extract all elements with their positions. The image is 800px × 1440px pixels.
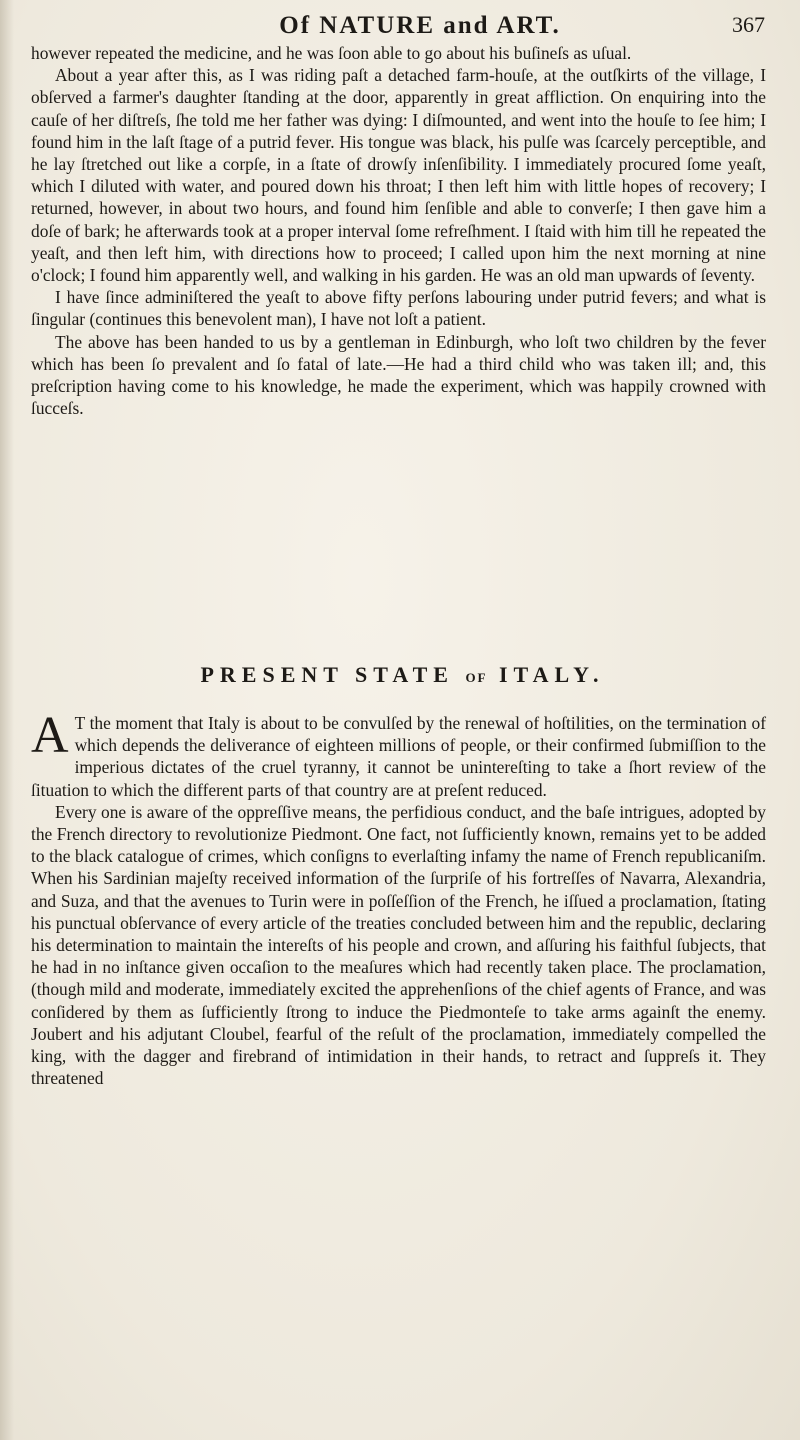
page-gutter-shadow [0,0,14,1440]
paragraph: About a year after this, as I was riding paſt a detached farm-houſe, at the outſkirts of the village, I obſerved a farmer's daughter ſtanding at the door, apparently in great affliction. On enquiring into the cauſe of her diſtreſs, ſhe told me her father was dying: I diſmounted, and went into the houſe to ſee him; I found him in the laſt ſtage of a putrid fever. His tongue was black, his pulſe was ſcarcely perceptible, and he lay ſtretched out like a corpſe, in a ſtate of drowſy inſenſibility. I immediately procured ſome yeaſt, which I diluted with water, and poured down his throat; I then left him with little hopes of recovery; I returned, however, in about two hours, and found him ſenſible and able to converſe; I then gave him a doſe of bark; he afterwards took at a proper interval ſome refreſhment. I ſtaid with him till he repeated the yeaſt, and then left him, with directions how to proceed; I called upon him the next morning at nine o'clock; I found him apparently well, and walking in his garden. He was an old man upwards of ſeventy. [31,65,766,286]
paragraph: however repeated the medicine, and he was ſoon able to go about his buſineſs as uſual. [31,43,632,63]
paragraph: I have ſince adminiſtered the yeaſt to above fifty perſons labouring under putrid fevers; and what is ſingular (continues this benevolent man), I have not loſt a patient. [31,287,766,330]
section-heading [40,662,765,688]
section-heading-main: PRESENT STATE [200,662,454,687]
paragraph: Every one is aware of the oppreſſive means, the perfidious conduct, and the baſe intrigues, adopted by the French directory to revolutionize Piedmont. One fact, not ſufficiently known, remains yet to be added to the black catalogue of crimes, which conſigns to everlaſting infamy the name of French republicaniſm. When his Sardinian majeſty received information of the ſurpriſe of his fortreſſes of Navarra, Alexandria, and Suza, and that the avenues to Turin were in poſſeſſion of the French, he iſſued a proclamation, ſtating his punctual obſervance of every article of the treaties concluded between him and the republic, declaring his determination to maintain the intereſts of his people and crown, and aſſuring his faithful ſubjects, that he had in no inſtance given occaſion to the meaſures which had recently taken place. The proclamation, (though mild and moderate, immediately excited the apprehenſions of the chief agents of France, and was conſidered by them as ſufficiently ſtrong to induce the Piedmonteſe to take arms againſt the enemy. Joubert and his adjutant Cloubel, fearful of the reſult of the proclamation, immediately compelled the king, with the dagger and firebrand of intimidation in their hands, to retract and ſuppreſs it. They threatened [31,801,766,1089]
section-heading-place: ITALY. [499,662,605,687]
article-yeast-remedy [31,42,766,419]
running-title: Of NATURE and ART. [279,12,561,39]
drop-cap: A [31,707,69,764]
article-present-state-of-italy [31,707,766,1089]
paragraph: The above has been handed to us by a gentleman in Edinburgh, who loſt two children by the fever which has been ſo prevalent and ſo fatal of late.—He had a third child who was taken ill; and, this preſcription having come to his knowledge, he made the experiment, which was happily crowned with ſucceſs. [31,331,766,419]
running-head [75,8,765,44]
paragraph-text: T the moment that Italy is about to be convulſed by the renewal of hoſtilities, on the termination of which depends the deliverance of eighteen millions of people, or their confirmed ſubmiſſion to the imperious dictates of the cruel tyranny, it cannot be unintereſting to take a ſhort review of the ſituation to which the different parts of that country are at preſent reduced. [31,713,766,800]
paragraph [31,707,766,801]
page-number: 367 [732,12,765,37]
section-heading-of: OF [465,670,488,685]
